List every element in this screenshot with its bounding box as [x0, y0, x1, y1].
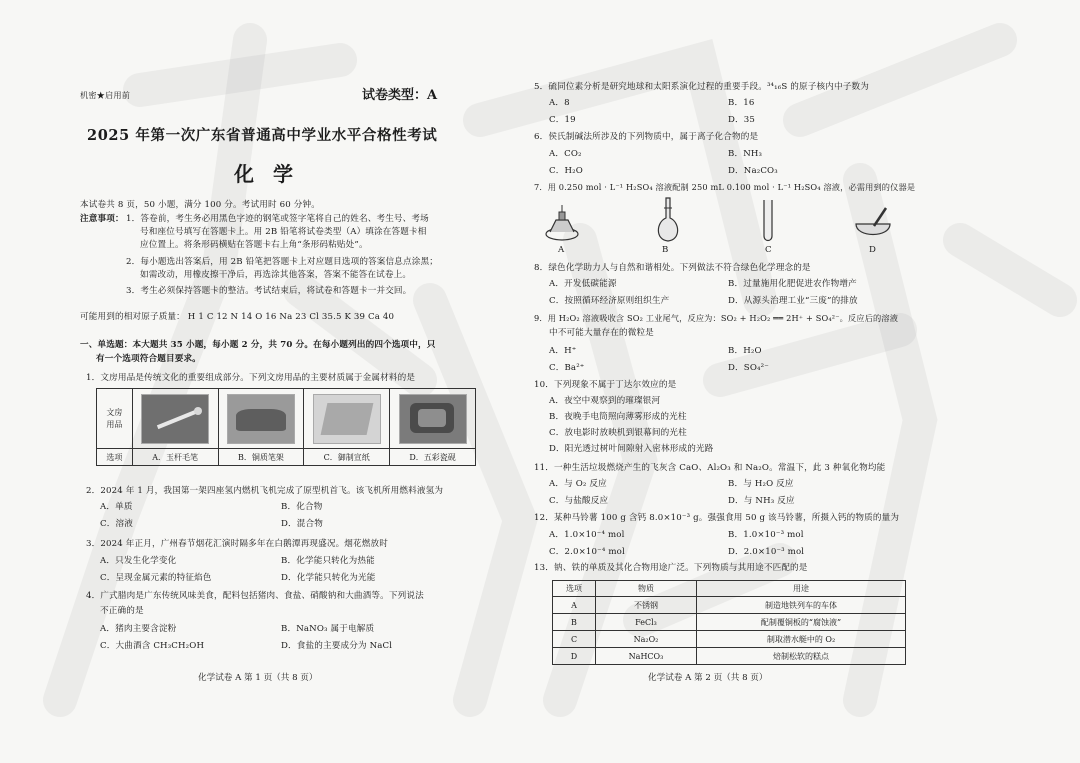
q7-option: C — [765, 245, 772, 255]
section-heading-cont: 有一个选项符合题目要求。 — [96, 354, 201, 364]
q13-header: 选项 — [553, 581, 596, 597]
inkstone-image — [399, 394, 467, 444]
q7-option: B — [662, 245, 669, 255]
confidential-label: 机密★启用前 — [80, 90, 131, 100]
section-heading: 一、单选题：本大题共 35 小题，每小题 2 分，共 70 分。在每小题列出的四个选项中，只 — [80, 340, 436, 350]
subject-title: 化 学 — [234, 162, 299, 186]
question-11: 11．一种生活垃圾燃烧产生的飞灰含 CaO、Al₂O₃ 和 Na₂O。常温下，此 3 种氧化物均能 — [534, 463, 886, 473]
q10-option: B．夜晚手电筒照向薄雾形成的光柱 — [549, 412, 687, 422]
atomic-masses: 可能用到的相对原子质量： H 1 C 12 N 14 O 16 Na 23 Cl 35.5 K 39 Ca 40 — [80, 312, 395, 322]
q1-row-head-text: 文房 用品 — [106, 407, 123, 429]
q13-cell: NaHCO₃ — [596, 648, 697, 665]
q3-option: B．化学能只转化为热能 — [281, 556, 375, 566]
brush-image — [141, 394, 209, 444]
q4-option: A．猪肉主要含淀粉 — [100, 624, 177, 634]
q11-option: B．与 H₂O 反应 — [728, 479, 794, 489]
q13-cell: C — [553, 631, 596, 648]
notes-label: 注意事项： — [80, 214, 124, 224]
q13-cell: 焙制松软的糕点 — [697, 648, 906, 665]
test-tube-icon — [758, 198, 778, 244]
q1-option: B．铜质笔架 — [218, 449, 304, 466]
table-row — [553, 614, 906, 631]
q9-option: D．SO₄²⁻ — [728, 363, 769, 373]
q1-image-cell — [132, 389, 218, 449]
q13-cell: 制造地铁列车的车体 — [697, 597, 906, 614]
q10-option: C．放电影时放映机到银幕间的光柱 — [549, 428, 687, 438]
question-4-cont: 不正确的是 — [100, 606, 144, 616]
table-row — [553, 631, 906, 648]
q3-option: D．化学能只转化为光能 — [281, 573, 376, 583]
q13-cell: 制取潜水艇中的 O₂ — [697, 631, 906, 648]
q1-option: A．玉杆毛笔 — [132, 449, 218, 466]
q6-option: A．CO₂ — [549, 149, 582, 159]
question-2: 2．2024 年 1 月，我国第一架四座氢内燃机飞机完成了原型机首飞。该飞机所用燃料液氢为 — [86, 486, 444, 496]
q13-cell: 不锈钢 — [596, 597, 697, 614]
note-line: 应位置上。将条形码横贴在答题卡右上角“条形码粘贴处”。 — [140, 240, 368, 250]
q12-option: D．2.0×10⁻³ mol — [728, 547, 805, 557]
question-6: 6．侯氏制碱法所涉及的下列物质中，属于离子化合物的是 — [534, 132, 759, 142]
alcohol-lamp-icon — [544, 204, 584, 244]
exam-title: 2025 年第一次广东省普通高中学业水平合格性考试 — [87, 127, 438, 144]
q12-option: C．2.0×10⁻⁴ mol — [549, 547, 625, 557]
q9-option: A．H⁺ — [549, 346, 577, 356]
q1-option: D．五彩瓷砚 — [390, 449, 476, 466]
q11-option: C．与盐酸反应 — [549, 496, 609, 506]
page-footer: 化学试卷 A 第 1 页（共 8 页） — [198, 673, 318, 683]
paper-type-label: 试卷类型：A — [362, 88, 438, 103]
q1-row-head — [97, 389, 133, 449]
volumetric-flask-icon — [653, 196, 683, 244]
q11-option: A．与 O₂ 反应 — [549, 479, 607, 489]
q13-cell: FeCl₃ — [596, 614, 697, 631]
q9-option: B．H₂O — [728, 346, 762, 356]
q13-cell: Na₂O₂ — [596, 631, 697, 648]
q13-cell: B — [553, 614, 596, 631]
q12-option: A．1.0×10⁻⁴ mol — [549, 530, 625, 540]
q1-image-cell — [304, 389, 390, 449]
note-line: 号和座位号填写在答题卡上。用 2B 铅笔将试卷类型（A）填涂在答题卡相 — [140, 227, 427, 237]
q12-option: B．1.0×10⁻³ mol — [728, 530, 804, 540]
question-10: 10．下列现象不属于丁达尔效应的是 — [534, 380, 677, 390]
q1-image-cell — [390, 389, 476, 449]
question-4: 4．广式腊肉是广东传统风味美食，配料包括猪肉、食盐、硝酸钠和大曲酒等。下列说法 — [86, 591, 424, 601]
q6-option: B．NH₃ — [728, 149, 763, 159]
question-7: 7．用 0.250 mol · L⁻¹ H₂SO₄ 溶液配制 250 mL 0.100 mol · L⁻¹ H₂SO₄ 溶液，必需用到的仪器是 — [534, 182, 916, 192]
q2-option: C．溶液 — [100, 519, 133, 529]
q4-option: D．食盐的主要成分为 NaCl — [281, 641, 393, 651]
q5-option: B．16 — [728, 98, 755, 108]
table-row — [553, 648, 906, 665]
q8-option: C．按照循环经济原则组织生产 — [549, 296, 670, 306]
q7-option: D — [869, 245, 877, 255]
q5-option: C．19 — [549, 115, 576, 125]
q10-option: A．夜空中观察到的璀璨银河 — [549, 396, 661, 406]
note-line: 1．答卷前，考生务必用黑色字迹的钢笔或签字笔将自己的姓名、考生号、考场 — [126, 214, 429, 224]
q3-option: A．只发生化学变化 — [100, 556, 177, 566]
question-9-cont: 中不可能大量存在的微粒是 — [549, 328, 654, 338]
question-1: 1．文房用品是传统文化的重要组成部分。下列文房用品的主要材质属于金属材料的是 — [86, 373, 416, 383]
q1-option: C．御制宣纸 — [304, 449, 390, 466]
q3-option: C．呈现金属元素的特征焰色 — [100, 573, 212, 583]
q9-option: C．Ba²⁺ — [549, 363, 585, 373]
mortar-icon — [854, 206, 894, 244]
q1-image-cell — [218, 389, 304, 449]
page-footer: 化学试卷 A 第 2 页（共 8 页） — [648, 673, 768, 683]
q7-option: A — [558, 245, 565, 255]
q2-option: D．混合物 — [281, 519, 324, 529]
q2-option: B．化合物 — [281, 502, 323, 512]
q2-option: A．单质 — [100, 502, 133, 512]
q11-option: D．与 NH₃ 反应 — [728, 496, 795, 506]
q4-option: C．大曲酒含 CH₃CH₂OH — [100, 641, 205, 651]
q8-option: A．开发低碳能源 — [549, 279, 617, 289]
q6-option: C．H₂O — [549, 166, 583, 176]
paper-image — [313, 394, 381, 444]
question-9: 9．用 H₂O₂ 溶液吸收含 SO₂ 工业尾气，反应为：SO₂ + H₂O₂ ══ 2H⁺ + SO₄²⁻。反应后的溶液 — [534, 313, 899, 323]
brush-rest-image — [227, 394, 295, 444]
page-2 — [534, 0, 1080, 763]
note-line: 3．考生必须保持答题卡的整洁。考试结束后，将试卷和答题卡一并交回。 — [126, 286, 412, 296]
q5-option: A．8 — [549, 98, 570, 108]
q1-table — [96, 388, 476, 466]
q13-cell: 配制覆铜板的“腐蚀液” — [697, 614, 906, 631]
q13-table — [552, 580, 906, 665]
q13-cell: A — [553, 597, 596, 614]
q5-option: D．35 — [728, 115, 756, 125]
q8-option: B．过量施用化肥促进农作物增产 — [728, 279, 857, 289]
q4-option: B．NaNO₃ 属于电解质 — [281, 624, 375, 634]
question-3: 3．2024 年正月，广州春节烟花汇演时隔多年在白鹅潭再现盛况。烟花燃放时 — [86, 539, 389, 549]
q6-option: D．Na₂CO₃ — [728, 166, 778, 176]
q13-header: 用途 — [697, 581, 906, 597]
question-13: 13．钠、铁的单质及其化合物用途广泛。下列物质与其用途不匹配的是 — [534, 563, 808, 573]
question-5: 5．硫同位素分析是研究地球和太阳系演化过程的重要手段。³⁴₁₆S 的原子核内中子数为 — [534, 82, 869, 92]
table-row — [553, 597, 906, 614]
q13-header: 物质 — [596, 581, 697, 597]
q1-option-head: 选项 — [97, 449, 133, 466]
question-8: 8．绿色化学助力人与自然和谐相处。下列做法不符合绿色化学理念的是 — [534, 263, 811, 273]
q10-option: D．阳光透过树叶间隙射入密林形成的光路 — [549, 444, 714, 454]
exam-intro: 本试卷共 8 页，50 小题，满分 100 分。考试用时 60 分钟。 — [80, 200, 320, 210]
note-line: 如需改动，用橡皮擦干净后，再选涂其他答案，答案不能答在试卷上。 — [140, 270, 412, 280]
q13-cell: D — [553, 648, 596, 665]
q8-option: D．从源头治理工业“三废”的排放 — [728, 296, 858, 306]
question-12: 12．某种马铃薯 100 g 含钙 8.0×10⁻³ g。强强食用 50 g 该马铃薯，所摄入钙的物质的量为 — [534, 513, 900, 523]
note-line: 2．每小题选出答案后，用 2B 铅笔把答题卡上对应题目选项的答案信息点涂黑； — [126, 257, 439, 267]
